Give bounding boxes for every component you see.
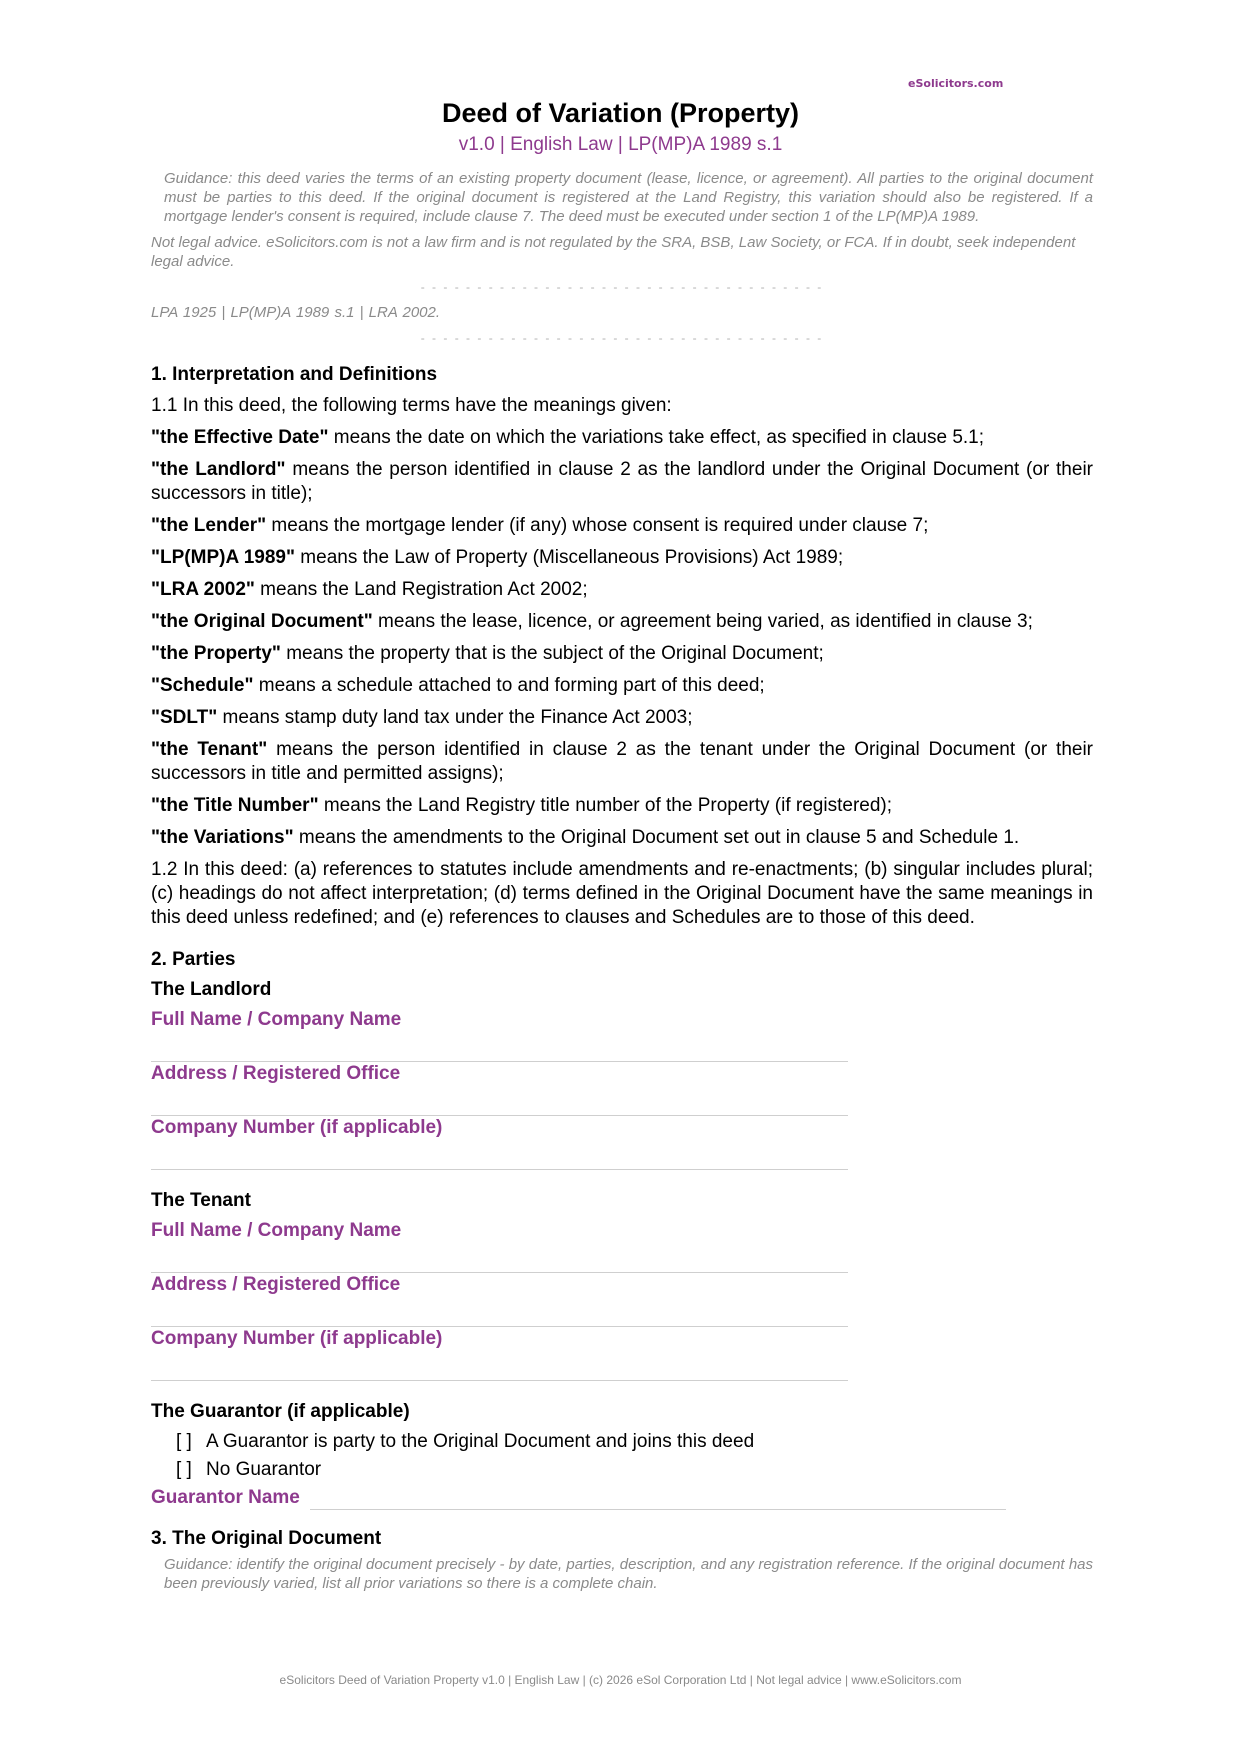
definition-item xyxy=(151,514,1093,538)
definition-term: "the Lender" xyxy=(151,515,267,536)
definition-item xyxy=(151,794,1093,818)
definition-text: means stamp duty land tax under the Finance Act 2003; xyxy=(217,707,693,728)
field-label: Full Name / Company Name xyxy=(151,1009,402,1030)
definition-term: "the Landlord" xyxy=(151,459,286,480)
checkbox-mark: [ ] xyxy=(176,1459,192,1480)
definition-term: "the Title Number" xyxy=(151,795,319,816)
checkbox-label: A Guarantor is party to the Original Document and joins this deed xyxy=(206,1431,755,1452)
document-title: Deed of Variation (Property) xyxy=(441,98,800,128)
definition-item xyxy=(151,426,1093,450)
definition-text: means a schedule attached to and forming part of this deed; xyxy=(253,675,765,696)
definition-term: "Schedule" xyxy=(151,675,254,696)
definition-item xyxy=(151,706,1093,730)
clause-1-2: 1.2 In this deed: (a) references to statutes include amendments and re-enactments; (b) singular includes plural; (c) headings do not affect interpretation; (d) terms defined in the Original Document have the same meanings in this deed unless redefined; and (e) references to clauses and Schedules are to those of this deed. xyxy=(151,859,1093,928)
definition-item xyxy=(151,738,1093,786)
definition-term: "the Variations" xyxy=(151,827,294,848)
definition-item xyxy=(151,578,1093,602)
tenant-address-field[interactable] xyxy=(151,1273,848,1327)
page-footer: eSolicitors Deed of Variation Property v1.0 | English Law | (c) 2026 eSol Corporation Ltd | Not legal advice | www.eSolicitors.com xyxy=(279,1673,962,1687)
clause-1-1-intro: 1.1 In this deed, the following terms have the meanings given: xyxy=(151,395,672,416)
section-heading: 3. The Original Document xyxy=(151,1528,382,1549)
party-heading-landlord: The Landlord xyxy=(151,979,272,1000)
section-original-document xyxy=(151,1527,1093,1593)
checkbox-guarantor-joins[interactable] xyxy=(176,1430,1093,1454)
definition-text: means the Law of Property (Miscellaneous Provisions) Act 1989; xyxy=(295,547,844,568)
definition-text: means the Land Registration Act 2002; xyxy=(254,579,588,600)
section-heading: 1. Interpretation and Definitions xyxy=(151,364,438,385)
landlord-fields xyxy=(151,1008,1093,1170)
separator-bottom: - - - - - - - - - - - - - - - - - - - - - - - - - - - - - - - - - - - - xyxy=(420,331,824,345)
separator-top: - - - - - - - - - - - - - - - - - - - - - - - - - - - - - - - - - - - - xyxy=(420,280,824,294)
definition-term: "the Effective Date" xyxy=(151,427,329,448)
field-label: Address / Registered Office xyxy=(151,1274,401,1295)
guarantor-name-field[interactable] xyxy=(151,1486,1093,1510)
definition-text: means the lease, licence, or agreement being varied, as identified in clause 3; xyxy=(372,611,1033,632)
section-parties xyxy=(151,948,1093,1510)
field-label: Guarantor Name xyxy=(151,1487,300,1508)
definition-term: "LRA 2002" xyxy=(151,579,255,600)
definition-term: "SDLT" xyxy=(151,707,218,728)
document-body xyxy=(151,169,1093,1593)
definition-item xyxy=(151,458,1093,506)
definition-text: means the Land Registry title number of the Property (if registered); xyxy=(318,795,893,816)
section-interpretation xyxy=(151,363,1093,930)
definition-text: means the mortgage lender (if any) whose consent is required under clause 7; xyxy=(266,515,929,536)
document-subtitle: v1.0 | English Law | LP(MP)A 1989 s.1 xyxy=(458,134,783,155)
definition-term: "LP(MP)A 1989" xyxy=(151,547,296,568)
definition-term: "the Tenant" xyxy=(151,739,268,760)
field-label: Company Number (if applicable) xyxy=(151,1328,443,1349)
tenant-name-field[interactable] xyxy=(151,1219,848,1273)
definition-text: means the date on which the variations take effect, as specified in clause 5.1; xyxy=(328,427,985,448)
guidance-original-document: Guidance: identify the original document precisely - by date, parties, description, and any registration reference. If the original document has been previously varied, list all prior variations so there is a complete chain. xyxy=(164,1556,1093,1592)
landlord-name-field[interactable] xyxy=(151,1008,848,1062)
guarantor-name-line[interactable] xyxy=(310,1487,1006,1510)
definition-term: "the Original Document" xyxy=(151,611,373,632)
checkbox-no-guarantor[interactable] xyxy=(176,1458,1093,1482)
tenant-fields xyxy=(151,1219,1093,1381)
landlord-company-number-field[interactable] xyxy=(151,1116,848,1170)
definition-item xyxy=(151,674,1093,698)
definition-text: means the person identified in clause 2 as the landlord under the Original Document (or their successors in title); xyxy=(151,459,1093,504)
definition-text: means the property that is the subject of the Original Document; xyxy=(280,643,824,664)
definition-text: means the person identified in clause 2 as the tenant under the Original Document (or their successors in title and permitted assigns); xyxy=(151,739,1094,784)
field-label: Full Name / Company Name xyxy=(151,1220,402,1241)
definitions-list xyxy=(151,426,1093,850)
definition-item xyxy=(151,610,1093,634)
definition-item xyxy=(151,546,1093,570)
checkbox-label: No Guarantor xyxy=(206,1459,322,1480)
definition-item xyxy=(151,642,1093,666)
field-label: Address / Registered Office xyxy=(151,1063,401,1084)
party-heading-guarantor: The Guarantor (if applicable) xyxy=(151,1401,410,1422)
section-heading: 2. Parties xyxy=(151,949,236,970)
definition-item xyxy=(151,826,1093,850)
field-label: Company Number (if applicable) xyxy=(151,1117,443,1138)
brand-logo-text: eSolicitors.com xyxy=(908,77,1004,90)
guidance-intro: Guidance: this deed varies the terms of an existing property document (lease, licence, or agreement). All parties to the original document must be parties to this deed. If the original document is registered at the Land Registry, this variation should also be registered. If a mortgage lender's consent is required, include clause 7. The deed must be executed under section 1 of the LP(MP)A 1989. xyxy=(164,170,1093,225)
landlord-address-field[interactable] xyxy=(151,1062,848,1116)
disclaimer: Not legal advice. eSolicitors.com is not a law firm and is not regulated by the SRA, BSB, Law Society, or FCA. If in doubt, seek independent legal advice. xyxy=(151,234,1076,270)
tenant-company-number-field[interactable] xyxy=(151,1327,848,1381)
party-heading-tenant: The Tenant xyxy=(151,1190,251,1211)
checkbox-mark: [ ] xyxy=(176,1431,192,1452)
definition-text: means the amendments to the Original Document set out in clause 5 and Schedule 1. xyxy=(293,827,1020,848)
statute-references: LPA 1925 | LP(MP)A 1989 s.1 | LRA 2002. xyxy=(151,304,441,321)
definition-term: "the Property" xyxy=(151,643,281,664)
